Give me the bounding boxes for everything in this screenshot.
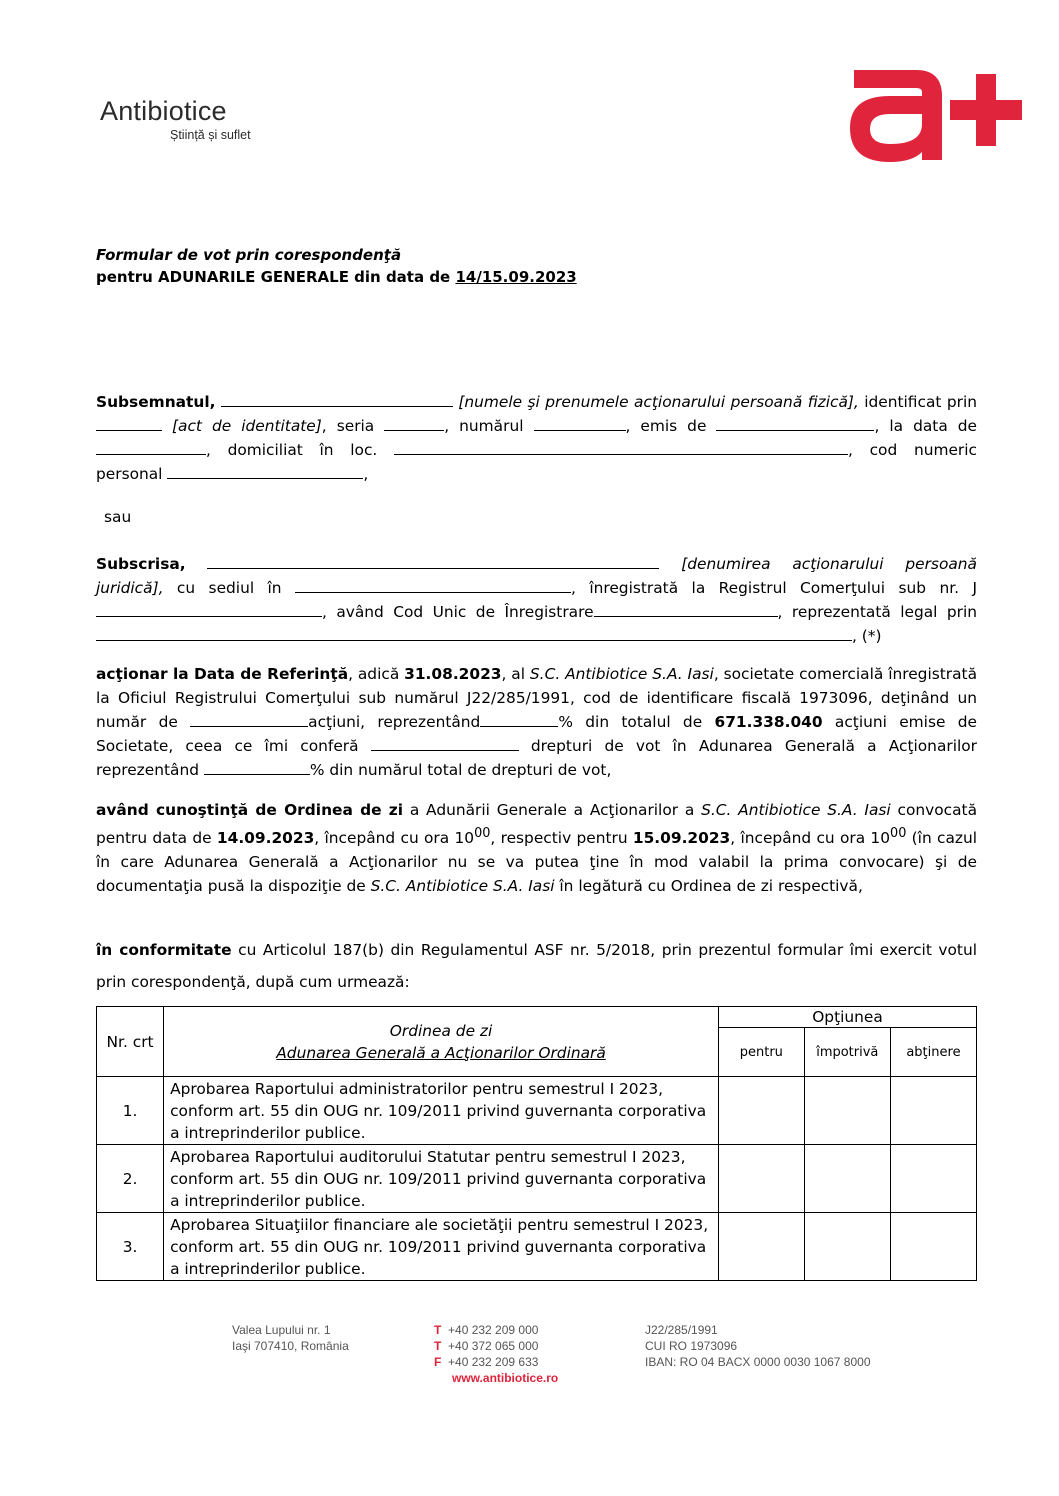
shareholder-block (96, 662, 977, 782)
vote-for-cell[interactable] (719, 1145, 805, 1213)
vote-against-cell[interactable] (804, 1213, 890, 1281)
company-text-reg: , înregistrată la Registrul Comerţului sub nr. J (571, 579, 977, 597)
phone-2: +40 372 065 000 (448, 1339, 539, 1353)
ag-hour-sup-2: 00 (890, 826, 907, 841)
ag-hour-sup-1: 00 (474, 826, 491, 841)
iban: IBAN: RO 04 BACX 0000 0030 1067 8000 (645, 1355, 871, 1369)
id-type-field[interactable] (96, 416, 162, 431)
agenda-header (164, 1007, 719, 1077)
cnp-field[interactable] (167, 464, 363, 479)
issue-date-field[interactable] (96, 440, 206, 455)
voting-rights-field[interactable] (371, 736, 519, 751)
company-text-seat: cu sediul în (163, 579, 295, 597)
fiscal-code: CUI RO 1973096 (645, 1339, 738, 1353)
person-name-field[interactable] (221, 392, 453, 407)
sh-text-1: , adică (348, 665, 405, 683)
trade-register-number: J22/285/1991 (645, 1323, 718, 1337)
option-header: Opţiunea (719, 1007, 977, 1028)
fax-label: F (434, 1355, 442, 1369)
sh-text-4: acţiuni, reprezentând (308, 713, 481, 731)
id-series-field[interactable] (384, 416, 444, 431)
vote-against-cell[interactable] (804, 1145, 890, 1213)
a-plus-logo-icon (846, 62, 1026, 166)
company-label: Subscrisa, (96, 555, 186, 573)
person-text-number: , numărul (444, 417, 534, 435)
ag-text-3: , începând cu ora 10 (314, 829, 475, 848)
ag-text-6: (în cazul în care Adunarea Generală a Acţionarilor nu se va putea ţine în mod valabil la prima convocare) şi de documentaţia pusă la dispoziţie de (96, 829, 977, 896)
agenda-header-subtitle: Adunarea Generală a Acţionarilor Ordinară (276, 1043, 606, 1062)
form-title (96, 244, 577, 288)
id-number-field[interactable] (534, 416, 626, 431)
domicile-field[interactable] (394, 440, 848, 455)
address-line-1: Valea Lupului nr. 1 (232, 1323, 331, 1337)
table-row (97, 1077, 977, 1145)
option-against-header: împotrivă (804, 1028, 890, 1077)
company-name-field[interactable] (207, 554, 659, 569)
company-text-end: , (*) (852, 627, 882, 645)
row-number: 3. (97, 1213, 164, 1281)
separator-word: sau (104, 508, 132, 526)
website-link[interactable]: www.antibiotice.ro (452, 1371, 559, 1385)
person-text-cnp: , cod numeric personal (96, 441, 977, 483)
ag-text-7: în legătură cu Ordinea de zi respectivă, (554, 877, 863, 896)
person-label: Subsemnatul, (96, 393, 216, 411)
footer-contacts (434, 1322, 558, 1386)
row-description: Aprobarea Raportului auditorului Statutar pentru semestrul I 2023, conform art. 55 din OUG nr. 109/2011 privind guvernanta corporativa a intreprinderilor publice. (164, 1145, 719, 1213)
trade-register-field[interactable] (96, 602, 322, 617)
ref-date-label: acţionar la Data de Referinţă (96, 665, 349, 683)
cui-field[interactable] (594, 602, 778, 617)
ag-text-5: , începând cu ora 10 (730, 829, 891, 848)
phone-1: +40 232 209 000 (448, 1323, 539, 1337)
option-abstain-header: abţinere (890, 1028, 976, 1077)
ag-text-2: convocată pentru data de (96, 801, 978, 848)
person-text-date: , la data de (874, 417, 978, 435)
phone-label: T (434, 1323, 442, 1337)
voting-percent-field[interactable] (204, 760, 310, 775)
nr-header: Nr. crt (97, 1007, 164, 1077)
option-for-header: pentru (719, 1028, 805, 1077)
conformity-label: în conformitate (96, 941, 232, 959)
sh-text-3: , societate comercială înregistrată la Oficiul Registrului Comerţului sub numărul J22/285/1991, cod de identificare fiscală 1973096, deţinând un număr de (96, 665, 978, 731)
logo-name: Antibiotice (100, 96, 227, 126)
id-type-hint: [act de identitate] (162, 417, 322, 435)
sh-text-7: drepturi de vot în Adunarea Generală a Acţionarilor reprezentând (96, 737, 977, 779)
conformity-paragraph (96, 934, 977, 998)
agenda-header-title: Ordinea de zi (389, 1021, 493, 1040)
table-row (97, 1145, 977, 1213)
person-text-end: , (363, 465, 369, 483)
sh-text-8: % din numărul total de drepturi de vot, (309, 761, 612, 779)
person-name-hint: [numele şi prenumele acţionarului persoană fizică], (452, 393, 859, 411)
company-name-hint: [denumirea acţionarului persoană juridică], (96, 555, 977, 597)
address-line-2: Iaşi 707410, România (232, 1339, 349, 1353)
ag-company-1: S.C. Antibiotice S.A. Iasi (701, 801, 891, 819)
company-text-rep: , reprezentată legal prin (777, 603, 978, 621)
first-date: 14.09.2023 (216, 829, 315, 848)
voting-table (96, 1006, 977, 1281)
agenda-paragraph (96, 798, 977, 898)
sh-text-2: , al (501, 665, 530, 683)
person-text-issued: , emis de (625, 417, 717, 435)
person-text-domicile: , domiciliat în loc. (206, 441, 394, 459)
company-seat-field[interactable] (295, 578, 571, 593)
row-description: Aprobarea Situaţiilor financiare ale societăţii pentru semestrul I 2023, conform art. 55 din OUG nr. 109/2011 privind guvernanta corporativa a intreprinderilor publice. (164, 1213, 719, 1281)
vote-for-cell[interactable] (719, 1077, 805, 1145)
person-text-id: identificat prin (858, 393, 977, 411)
logo-tagline: Știință și suflet (170, 128, 251, 142)
title-line-1: Formular de vot prin corespondenţă (96, 246, 402, 264)
agenda-label: având cunoştinţă de Ordinea de zi (96, 801, 404, 819)
ag-text-4: , respectiv pentru (490, 829, 633, 848)
row-number: 2. (97, 1145, 164, 1213)
ag-company-2: S.C. Antibiotice S.A. Iasi (370, 877, 555, 896)
person-block (96, 390, 977, 486)
shares-count-field[interactable] (190, 712, 308, 727)
vote-abstain-cell[interactable] (890, 1077, 976, 1145)
second-date: 15.09.2023 (632, 829, 731, 848)
footer-address (232, 1322, 349, 1354)
vote-abstain-cell[interactable] (890, 1145, 976, 1213)
title-line-2 (96, 266, 577, 288)
ref-date: 31.08.2023 (404, 665, 502, 683)
vote-abstain-cell[interactable] (890, 1213, 976, 1281)
legal-rep-field[interactable] (96, 626, 852, 641)
row-description: Aprobarea Raportului administratorilor pentru semestrul I 2023, conform art. 55 din OUG nr. 109/2011 privind guvernanta corporativa a intreprinderilor publice. (164, 1077, 719, 1145)
meeting-date: 14/15.09.2023 (455, 268, 577, 286)
table-row (97, 1213, 977, 1281)
company-block (96, 552, 977, 648)
sh-text-5: % din totalul de (558, 713, 715, 731)
sh-text-6: acţiuni emise de Societate, ceea ce îmi conferă (96, 713, 977, 755)
footer-company-ids (645, 1322, 871, 1370)
phone-label: T (434, 1339, 442, 1353)
row-number: 1. (97, 1077, 164, 1145)
company-name: S.C. Antibiotice S.A. Iasi (529, 665, 714, 683)
title-prefix: pentru ADUNARILE GENERALE din data de (96, 268, 456, 286)
company-logo-text (100, 96, 251, 142)
ag-text-1: a Adunării Generale a Acţionarilor a (403, 801, 702, 819)
vote-against-cell[interactable] (804, 1077, 890, 1145)
shares-percent-field[interactable] (480, 712, 558, 727)
conformity-text: cu Articolul 187(b) din Regulamentul ASF nr. 5/2018, prin prezentul formular îmi exercit votul prin corespondenţă, după cum urmează: (96, 941, 977, 991)
issued-by-field[interactable] (716, 416, 874, 431)
person-text-series: , seria (321, 417, 385, 435)
vote-for-cell[interactable] (719, 1213, 805, 1281)
fax-number: +40 232 209 633 (448, 1355, 539, 1369)
company-text-cui: , având Cod Unic de Înregistrare (322, 603, 594, 621)
total-shares: 671.338.040 (714, 713, 823, 731)
